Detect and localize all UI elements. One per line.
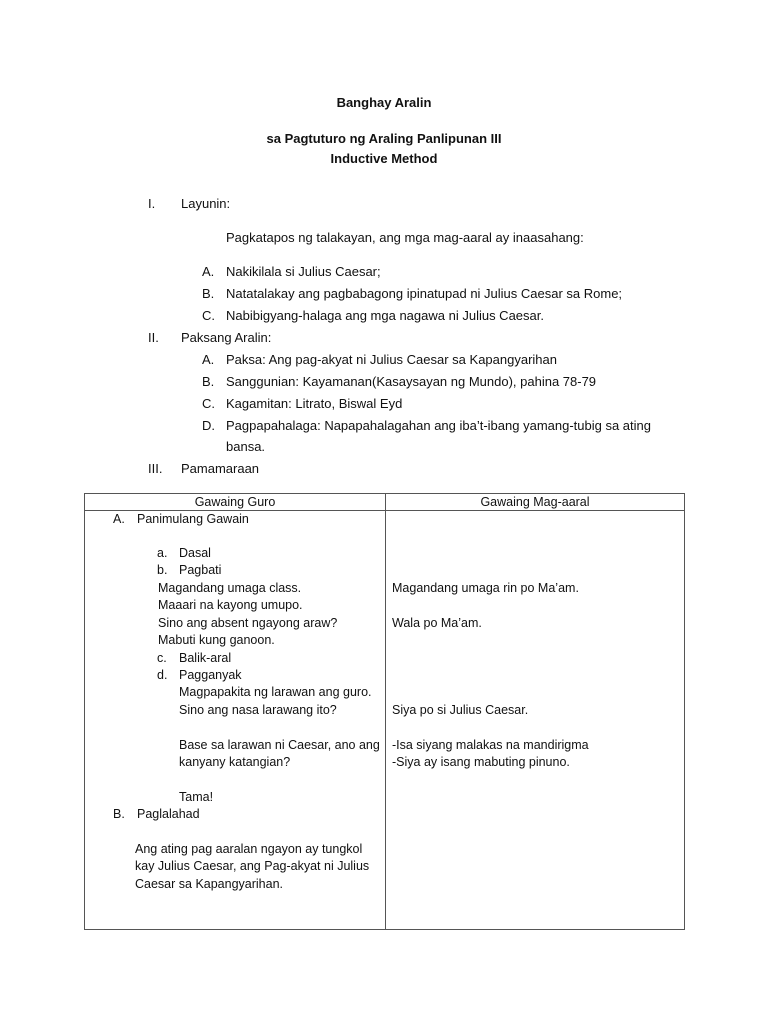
section-title: Pamamaraan [181,461,260,476]
teacher-line: Sino ang absent ngayong araw? [158,616,338,630]
item-title: Panimulang Gawain [137,512,249,526]
list-item: Natatalakay ang pagbabagong ipinatupad ni Julius Caesar sa Rome; [226,286,623,301]
list-item: Pagpapahalaga: Napapahalagahan ang iba’t-ibang yamang-tubig sa ating [226,418,652,433]
section-intro: Pagkatapos ng talakayan, ang mga mag-aaral ay inaasahang: [226,230,584,245]
student-response: Wala po Ma’am. [392,616,482,630]
lesson-table [84,493,685,930]
item-letter: B. [113,807,125,821]
sub-item: Pagbati [179,563,222,577]
section-number: II. [148,330,159,345]
sub-item-letter: d. [157,668,168,682]
item-title: Paglalahad [137,807,200,821]
sub-item-letter: c. [157,651,167,665]
student-response: -Siya ay isang mabuting pinuno. [392,755,570,769]
magaaral-cell [386,511,685,930]
list-item: Sanggunian: Kayamanan(Kasaysayan ng Mundo), pahina 78-79 [226,374,597,389]
document-subtitle: sa Pagtuturo ng Araling Panlipunan III [266,131,502,146]
sub-item: Balik-aral [179,651,232,665]
column-header-guro: Gawaing Guro [85,494,386,511]
item-letter: A. [113,512,125,526]
document-title: Banghay Aralin [336,95,432,110]
teacher-line: Sino ang nasa larawang ito? [179,703,337,717]
student-response: Magandang umaga rin po Ma’am. [392,581,579,595]
table-header-row [85,494,685,511]
list-item-letter: D. [202,418,215,433]
sub-item: Dasal [179,546,211,560]
column-header-magaaral: Gawaing Mag-aaral [386,494,685,511]
sub-item: Pagganyak [179,668,242,682]
student-response: -Isa siyang malakas na mandirigma [392,738,589,752]
list-item-letter: C. [202,308,215,323]
teacher-line: Maaari na kayong umupo. [158,598,303,612]
document-method: Inductive Method [330,151,438,166]
list-item: Nabibigyang-halaga ang mga nagawa ni Julius Caesar. [226,308,544,323]
teacher-paragraph-line: Caesar sa Kapangyarihan. [135,877,284,891]
list-item-letter: A. [202,352,215,367]
section-number: III. [148,461,163,476]
teacher-line: kanyany katangian? [179,755,291,769]
teacher-paragraph-line: kay Julius Caesar, ang Pag-akyat ni Julius [135,859,370,873]
list-item-letter: A. [202,264,215,279]
guro-cell [85,511,386,930]
sub-item-letter: a. [157,546,168,560]
list-item: Kagamitan: Litrato, Biswal Eyd [226,396,403,411]
list-item: Nakikilala si Julius Caesar; [226,264,381,279]
list-item-continuation: bansa. [226,439,266,454]
teacher-line: Mabuti kung ganoon. [158,633,275,647]
list-item-letter: B. [202,374,215,389]
section-title: Paksang Aralin: [181,330,272,345]
teacher-line: Magpapakita ng larawan ang guro. [179,685,372,699]
sub-item-letter: b. [157,563,168,577]
teacher-paragraph-line: Ang ating pag aaralan ngayon ay tungkol [135,842,363,856]
student-response: Siya po si Julius Caesar. [392,703,529,717]
teacher-line: Magandang umaga class. [158,581,302,595]
section-number: I. [148,196,156,211]
list-item: Paksa: Ang pag-akyat ni Julius Caesar sa Kapangyarihan [226,352,557,367]
section-title: Layunin: [181,196,231,211]
table-row [85,511,685,930]
list-item-letter: B. [202,286,215,301]
teacher-line: Tama! [179,790,214,804]
teacher-line: Base sa larawan ni Caesar, ano ang [179,738,380,752]
list-item-letter: C. [202,396,215,411]
